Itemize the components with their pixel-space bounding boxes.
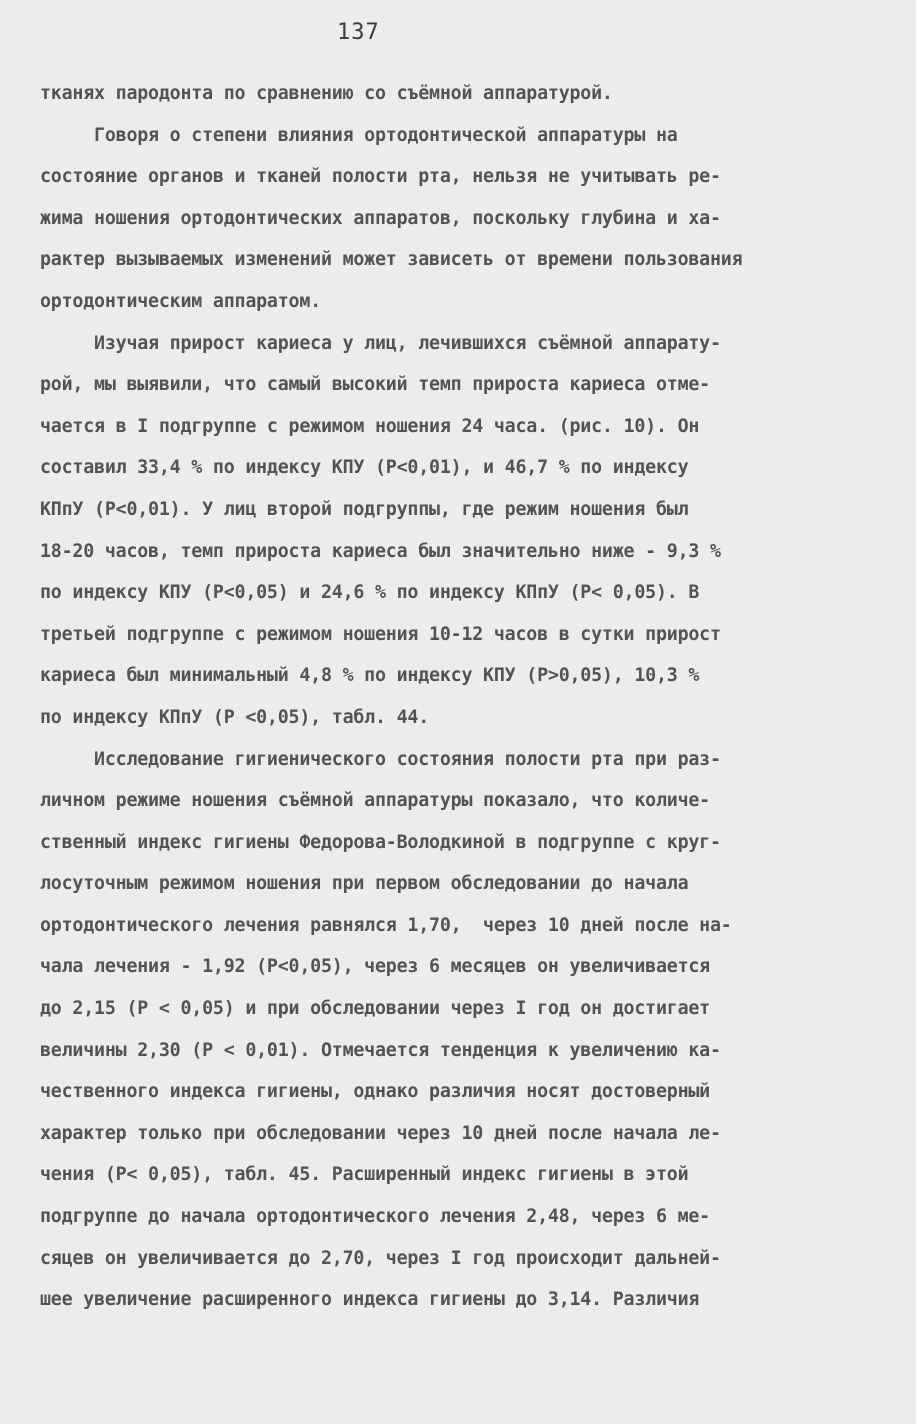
text-line: по индексу КПпУ (P <0,05), табл. 44. [40, 706, 430, 728]
text-line: шее увеличение расширенного индекса гигиены до 3,14. Различия [40, 1289, 700, 1311]
text-line: рактер вызываемых изменений может зависеть от времени пользования [40, 249, 743, 271]
text-line: кариеса был минимальный 4,8 % по индексу КПУ (P>0,05), 10,3 % [40, 665, 700, 687]
text-line: тканях пародонта по сравнению со съёмной аппаратурой. [40, 83, 613, 104]
text-line: 18-20 часов, темп прироста кариеса был значительно ниже - 9,3 % [40, 540, 721, 562]
text-line: лосуточным режимом ношения при первом обследовании до начала [40, 873, 689, 895]
text-line: жима ношения ортодонтических аппаратов, поскольку глубина и ха- [40, 207, 721, 229]
text-line: сяцев он увеличивается до 2,70, через I год происходит дальней- [40, 1247, 721, 1269]
text-line: Говоря о степени влияния ортодонтической аппаратуры на [40, 124, 678, 146]
text-line: Исследование гигиенического состояния полости рта при раз- [40, 748, 721, 770]
text-line: ортодонтическим аппаратом. [40, 290, 321, 312]
text-line: составил 33,4 % по индексу КПУ (P<0,01), и 46,7 % по индексу [40, 457, 689, 479]
text-line: ортодонтического лечения равнялся 1,70, через 10 дней после на- [40, 914, 732, 936]
text-line: чения (P< 0,05), табл. 45. Расширенный индекс гигиены в этой [40, 1164, 689, 1186]
text-line: Изучая прирост кариеса у лиц, лечившихся съёмной аппарату- [40, 332, 721, 354]
text-line: ственный индекс гигиены Федорова-Володкиной в подгруппе с круг- [40, 831, 721, 853]
text-line: личном режиме ношения съёмной аппаратуры показало, что количе- [40, 790, 710, 812]
page-number: 137 [337, 20, 380, 45]
text-line: величины 2,30 (P < 0,01). Отмечается тенденция к увеличению ка- [40, 1039, 721, 1061]
text-line: состояние органов и тканей полости рта, нельзя не учитывать ре- [40, 166, 721, 188]
text-line: рой, мы выявили, что самый высокий темп прироста кариеса отме- [40, 374, 710, 396]
text-line: чается в I подгруппе с режимом ношения 24 часа. (рис. 10). Он [40, 415, 700, 437]
text-line: третьей подгруппе с режимом ношения 10-12 часов в сутки прирост [40, 623, 721, 645]
text-line: по индексу КПУ (P<0,05) и 24,6 % по индексу КПпУ (P< 0,05). В [40, 582, 700, 604]
text-line: подгруппе до начала ортодонтического лечения 2,48, через 6 ме- [40, 1206, 710, 1228]
body-text [40, 73, 890, 1321]
text-line: характер только при обследовании через 10 дней после начала ле- [40, 1122, 721, 1144]
text-line: КПпУ (P<0,01). У лиц второй подгруппы, где режим ношения был [40, 498, 689, 520]
text-line: чественного индекса гигиены, однако различия носят достоверный [40, 1081, 710, 1103]
text-line: до 2,15 (P < 0,05) и при обследовании через I год он достигает [40, 998, 710, 1020]
text-line: чала лечения - 1,92 (P<0,05), через 6 месяцев он увеличивается [40, 956, 710, 978]
